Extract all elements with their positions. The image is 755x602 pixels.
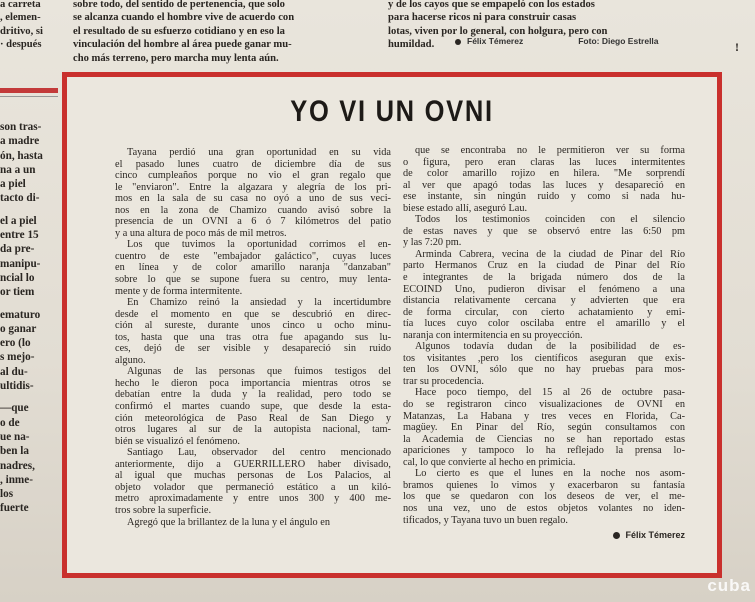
text-line: tacto di- xyxy=(0,192,40,205)
article-line: tificados, y Tayana tuvo un buen regalo. xyxy=(403,514,568,526)
text-line xyxy=(0,393,58,401)
article-signature xyxy=(403,530,685,542)
article-line: desde el momento en que se descubrió en direc- xyxy=(115,308,391,320)
article-paragraph xyxy=(403,214,685,249)
article-line: distancia relativamente cercana y advierten que era xyxy=(403,295,685,307)
article-line: Arminda Cabrera, vecina de la ciudad de Pinar del Río xyxy=(415,248,685,260)
article-line: anteriormente, dijo a GUERRILLERO haber divisado, xyxy=(115,458,391,470)
article-line: bramos quienes lo vimos y exacerbaron su fantasía xyxy=(403,479,685,491)
text-line: a piel xyxy=(0,178,26,191)
text-line xyxy=(0,300,58,308)
article-line: la Academia de Ciencias no se han reportado estas xyxy=(403,433,685,445)
text-line: se alcanza cuando el hombre vive de acuerdo con xyxy=(73,12,295,24)
article-line: Lo cierto es que el lunes en la noche nos asom- xyxy=(415,468,685,480)
top-credits xyxy=(455,36,659,46)
article-paragraph xyxy=(403,387,685,468)
article-headline: YO VI UN OVNI xyxy=(290,95,494,128)
watermark: cuba xyxy=(707,576,751,595)
article-line: de color amarillo rojizo en hilera. "Me sorprendí xyxy=(403,168,685,180)
text-line: el resultado de su esfuerzo cotidiano y en eso la xyxy=(73,25,285,37)
article-line: Todos los testimonios coinciden con el silencio xyxy=(415,214,685,226)
text-line: al du- xyxy=(0,365,28,378)
article-paragraph xyxy=(403,341,685,387)
article-paragraph xyxy=(115,239,391,297)
text-line: ncial lo xyxy=(0,271,35,284)
article-paragraph xyxy=(115,366,391,447)
text-line: —que xyxy=(0,402,29,415)
text-line: humildad. xyxy=(388,39,435,51)
article-paragraph xyxy=(403,468,685,526)
article-line: cal, lo que convierte al hecho en primicia. xyxy=(403,456,576,468)
article-line: do se registraron cinco visualizaciones de OVNI en xyxy=(403,399,685,411)
article-line: Algunas de las personas que fuimos testigos del xyxy=(127,366,391,378)
article-line: al ver que apagó todas las luces y desapareció en xyxy=(403,179,685,191)
article-line: los que se quedaron con los deseos de ver, el me- xyxy=(403,491,685,503)
article-line: tros sobre la superficie. xyxy=(115,504,212,516)
article-box xyxy=(62,72,722,578)
article-line: cuentro de este "embajador galáctico", cuyas luces xyxy=(115,250,391,262)
article-line: tos visitantes ,pero los científicos aseguran que exis- xyxy=(403,352,685,364)
article-line: de estas naves y que se observó entre las 6:50 pm xyxy=(403,225,685,237)
article-line: mos en la sala de su casa no oyó a uno de sus veci- xyxy=(115,193,391,205)
text-line: manipu- xyxy=(0,257,41,270)
text-line: · después xyxy=(0,39,42,51)
article-line: apariciones y tampoco lo ha reflejado la prensa lo- xyxy=(403,445,685,457)
text-line xyxy=(0,206,58,214)
text-line: cho más terreno, pero marcha muy lenta aún. xyxy=(73,52,279,64)
article-column-left xyxy=(115,147,391,528)
top-author: Félix Témerez xyxy=(467,36,524,46)
article-paragraph xyxy=(115,447,391,516)
article-line: Los que tuvimos la oportunidad corrimos el en- xyxy=(127,239,391,251)
article-line: Tayana perdió una gran oportunidad en su vida xyxy=(127,147,391,158)
article-line: el pasado lunes cuatro de diciembre día de sus xyxy=(115,158,391,170)
article-line: e integrantes de la brigada número dos de la xyxy=(403,272,685,284)
text-line: o ganar xyxy=(0,322,37,335)
text-line: fuerte xyxy=(0,502,29,515)
article-line: y a una altura de poco más de mil metros. xyxy=(115,227,287,239)
article-column-right xyxy=(403,145,685,542)
text-line: na a un xyxy=(0,163,36,176)
article-line: nos en la zona de Chamizo cuando avisó sobre la xyxy=(115,204,391,216)
article-line: Santiago Lau, observador del centro mencionado xyxy=(127,447,391,459)
article-line: al igual que muchas personas de Los Palacios, al xyxy=(115,470,391,482)
article-line: ción meteorológica de Paso Real de San Diego y xyxy=(115,412,391,424)
article-paragraph xyxy=(115,297,391,366)
article-line: bién se visualizó el fenómeno. xyxy=(115,435,240,447)
article-line: ces, dejó de ser visible y desapareció sin ruido xyxy=(115,343,391,355)
article-line: ción al sureste, durante unos cinco u ocho minu- xyxy=(115,320,391,332)
signature-name: Félix Témerez xyxy=(625,530,685,541)
article-line: o figura, pero eran claras las luces intermitentes xyxy=(403,156,685,168)
article-paragraph xyxy=(403,145,685,214)
article-line: que se encontraba no le permitieron ver su forma xyxy=(415,145,685,156)
article-line: confirmó el martes cuando supe, que desde la esta- xyxy=(115,401,391,413)
article-line: otros lugares al sur de la autopista nacional, tam- xyxy=(115,424,391,436)
article-line: en línea y de color amarillo naranja "danzaban" xyxy=(115,262,391,274)
article-line: Algunos todavía dudan de la posibilidad de es- xyxy=(415,341,685,353)
article-line: trar su procedencia. xyxy=(403,375,484,387)
article-line: ECOIND Uno, pudieron divisar el fenómeno a una xyxy=(403,283,685,295)
top-column-left xyxy=(0,0,62,52)
text-line: los xyxy=(0,488,14,501)
article-line: objeto volador que permaneció estático a un kiló- xyxy=(115,481,391,493)
photo-credit: Foto: Diego Estrella xyxy=(578,36,659,46)
text-line: ultidis- xyxy=(0,380,34,393)
text-line: or tiem xyxy=(0,286,35,299)
text-line: ón, hasta xyxy=(0,149,43,162)
bullet-icon xyxy=(455,39,461,45)
article-line: En Chamizo reinó la ansiedad y la incertidumbre xyxy=(127,297,391,309)
article-line: parto Hermanos Cruz en la ciudad de Pinar del Río xyxy=(403,260,685,272)
article-line: cinco cumpleaños porque no vio el gran regalo que xyxy=(115,170,391,182)
text-line: da pre- xyxy=(0,243,35,256)
text-line: dritivo, si xyxy=(0,25,43,37)
text-line: y de los cayos que se empapeló con los estados xyxy=(388,0,595,10)
text-line: el a piel xyxy=(0,214,37,227)
article-paragraph xyxy=(115,147,391,239)
exclamation-mark: ! xyxy=(735,40,739,54)
text-line: son tras- xyxy=(0,121,42,133)
text-line: entre 15 xyxy=(0,229,39,242)
article-line: Hace poco tiempo, del 15 al 26 de octubre pasa- xyxy=(415,387,685,399)
bullet-icon xyxy=(613,532,620,539)
article-line: tía luces cuyo color oscilaba entre el amarillo y el xyxy=(403,318,685,330)
text-line: a carreta xyxy=(0,0,41,10)
article-line: debatían entre la duda y la realidad, pero todo se xyxy=(115,389,391,401)
left-cut-column xyxy=(0,120,58,516)
article-paragraph xyxy=(403,249,685,341)
article-line: sobre lo que se supone fuera su centro, muy lenta- xyxy=(115,274,391,286)
text-line: ben la xyxy=(0,445,29,458)
text-line: ematuro xyxy=(0,308,41,321)
text-line: ue na- xyxy=(0,430,30,443)
text-line: para hacerse ricos ni para construir casas xyxy=(388,12,577,24)
text-line: vinculación del hombre al área puede ganar mu- xyxy=(73,39,292,51)
text-line: sobre todo, del sentido de pertenencia, que solo xyxy=(73,0,285,10)
left-divider xyxy=(0,96,58,97)
text-line: a madre xyxy=(0,135,40,148)
top-column-middle xyxy=(73,0,385,65)
article-line: mente y de forma intermitente. xyxy=(115,285,243,297)
text-line: nadres, xyxy=(0,459,35,472)
article-line: naranja con intermitencia en su proyección. xyxy=(403,329,583,341)
article-line: Agregó que la brillantez de la luna y el ángulo en xyxy=(127,516,331,528)
article-line: magüey. En Pinar del Río, según consultamos con xyxy=(403,422,685,434)
article-line: hecho le dieron poca importancia mientras otros se xyxy=(115,377,391,389)
article-line: le "enviaron". Entre la algazara y alegría de los pri- xyxy=(115,181,391,193)
article-line: ten los OVNI, sólo que no hay pruebas para mos- xyxy=(403,364,685,376)
top-article-strip xyxy=(0,0,755,62)
article-paragraph xyxy=(115,517,391,529)
article-line: metro aproximadamente y entre unos 300 y 400 me- xyxy=(115,493,391,505)
article-line: tos, hasta que una tras otra fue apagando sus lu- xyxy=(115,331,391,343)
text-line: , inme- xyxy=(0,473,33,486)
article-line: alguno. xyxy=(115,354,146,366)
article-line: ese instante, sin ningún ruido y como si nada hu- xyxy=(403,191,685,203)
article-line: de forma circular, con cierto achatamiento y emi- xyxy=(403,306,685,318)
article-line: nos una vez, uno de estos objetos volantes no iden- xyxy=(403,502,685,514)
article-line: y las 7:20 pm. xyxy=(403,237,462,249)
article-line: biese estado allí, aseguró Lau. xyxy=(403,202,528,214)
text-line: ero (lo xyxy=(0,337,31,350)
text-line: s mejo- xyxy=(0,351,35,364)
text-line: o de xyxy=(0,416,20,429)
text-line: , elemen- xyxy=(0,12,41,24)
text-line: lotas, viven por lo general, con holgura, pero con xyxy=(388,25,608,37)
article-line: presencia de un OVNI a 6 ó 7 kilómetros del patio xyxy=(115,216,391,228)
article-line: Matanzas, La Habana y tres veces en Florida, Ca- xyxy=(403,410,685,422)
left-red-rule xyxy=(0,88,58,93)
